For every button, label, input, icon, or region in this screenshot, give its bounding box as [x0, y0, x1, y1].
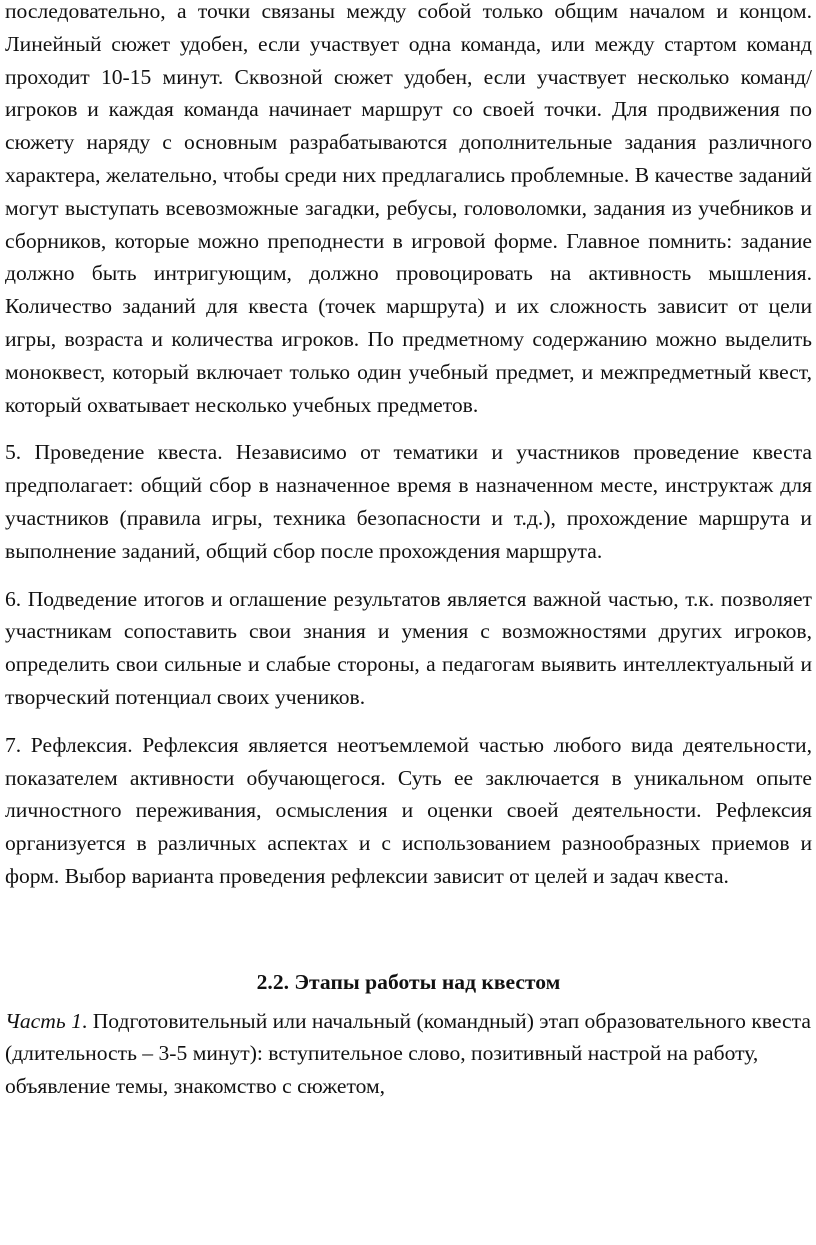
part-one-label: Часть 1: [5, 1008, 82, 1033]
part-one-punct: .: [81, 1008, 88, 1033]
section-heading: 2.2. Этапы работы над квестом: [256, 969, 561, 994]
part-one-text: Подготовительный или начальный (командный) этап образовательного квеста (длительность – 3-5 минут): вступительное слово, позитивный настрой на работу, объявление темы, знакомство с сюжетом,: [5, 1008, 811, 1099]
paragraph-quest-conduct: 5. Проведение квеста. Независимо от тематики и участников проведение квеста предполагает: общий сбор в назначенное время в назначенном месте, инструктаж для участников (правила игры, техника безопасности и т.д.), прохождение маршрута и выполнение заданий, общий сбор после прохождения маршрута.: [5, 440, 812, 563]
paragraph-results-summary: 6. Подведение итогов и оглашение результатов является важной частью, т.к. позволяет участникам сопоставить свои знания и умения с возможностями других игроков, определить свои сильные и слабые стороны, а педагогам выявить интеллектуальный и творческий потенциал своих учеников.: [5, 586, 812, 709]
paragraph-plot-and-tasks: последовательно, а точки связаны между собой только общим началом и концом. Линейный сюжет удобен, если участвует одна команда, или между стартом команд проходит 10-15 минут. Сквозной сюжет удобен, если участвует несколько команд/игроков и каждая команда начинает маршрут со своей точки. Для продвижения по сюжету наряду с основным разрабатываются дополнительные задания различного характера, желательно, чтобы среди них предлагались проблемные. В качестве заданий могут выступать всевозможные загадки, ребусы, головоломки, задания из учебников и сборников, которые можно преподнести в игровой форме. Главное помнить: задание должно быть интригующим, должно провоцировать на активность мышления. Количество заданий для квеста (точек маршрута) и их сложность зависит от цели игры, возраста и количества игроков. По предметному содержанию можно выделить моноквест, который включает только один учебный предмет, и межпредметный квест, который охватывает несколько учебных предметов.: [5, 0, 812, 417]
paragraph-reflection: 7. Рефлексия. Рефлексия является неотъемлемой частью любого вида деятельности, показателем активности обучающегося. Суть ее заключается в уникальном опыте личностного переживания, осмысления и оценки своей деятельности. Рефлексия организуется в различных аспектах и с использованием разнообразных приемов и форм. Выбор варианта проведения рефлексии зависит от целей и задач квеста.: [5, 732, 812, 888]
paragraph-part-one: [5, 1005, 812, 1103]
